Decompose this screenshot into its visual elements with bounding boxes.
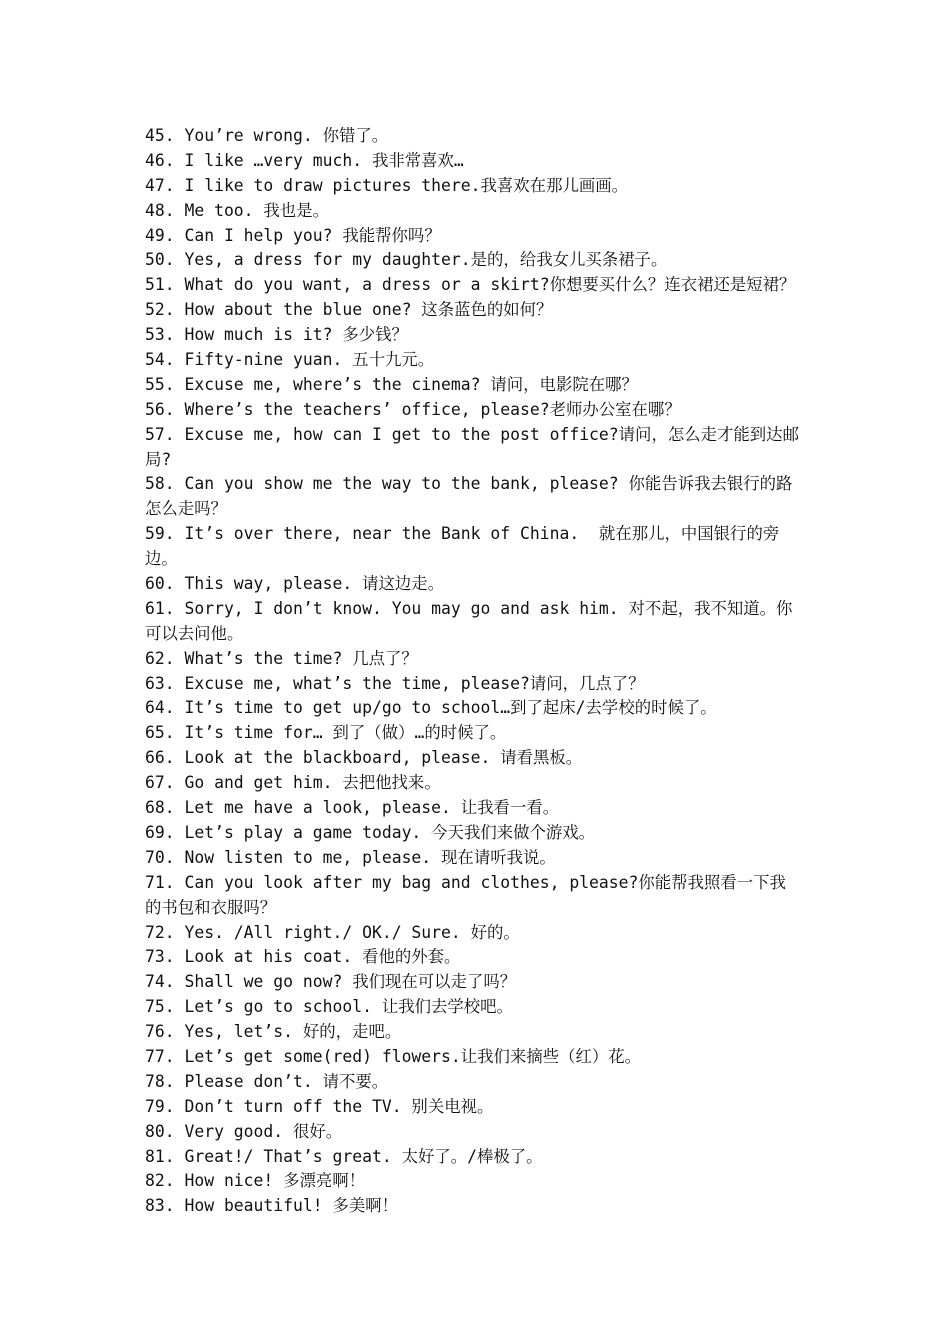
text-line: 63. Excuse me, what’s the time, please?请问，几点了？ bbox=[145, 673, 645, 693]
text-line: 边。 bbox=[145, 549, 178, 569]
text-line: 54. Fifty-nine yuan. 五十九元。 bbox=[145, 350, 435, 370]
text-line: 65. It’s time for… 到了（做）…的时候了。 bbox=[145, 723, 507, 743]
text-line: 72. Yes. /All right./ OK./ Sure. 好的。 bbox=[145, 922, 520, 942]
text-line: 75. Let’s go to school. 让我们去学校吧。 bbox=[145, 997, 513, 1017]
text-line: 可以去问他。 bbox=[145, 623, 244, 643]
phrase-list bbox=[145, 124, 820, 1219]
text-line: 60. This way, please. 请这边走。 bbox=[145, 574, 445, 594]
text-line: 50. Yes, a dress for my daughter.是的，给我女儿买条裙子。 bbox=[145, 250, 668, 270]
text-line: 51. What do you want, a dress or a skirt?你想要买什么？连衣裙还是短裙？ bbox=[145, 275, 796, 295]
text-line: 45. You’re wrong. 你错了。 bbox=[145, 126, 389, 145]
text-line: 的书包和衣服吗？ bbox=[145, 897, 277, 917]
text-line: 55. Excuse me, where’s the cinema? 请问，电影院在哪？ bbox=[145, 374, 638, 394]
text-line: 83. How beautiful! 多美啊！ bbox=[145, 1196, 399, 1216]
text-line: 59. It’s over there, near the Bank of China. 就在那儿，中国银行的旁 bbox=[145, 524, 780, 544]
text-line: 74. Shall we go now? 我们现在可以走了吗？ bbox=[145, 972, 517, 992]
text-line: 47. I like to draw pictures there.我喜欢在那儿画画。 bbox=[145, 175, 629, 195]
text-line: 82. How nice! 多漂亮啊！ bbox=[145, 1171, 366, 1191]
text-line: 61. Sorry, I don’t know. You may go and ask him. 对不起，我不知道。你 bbox=[145, 598, 793, 618]
text-line: 77. Let’s get some(red) flowers.让我们来摘些（红）花。 bbox=[145, 1046, 642, 1066]
text-line: 71. Can you look after my bag and clothes, please?你能帮我照看一下我 bbox=[145, 872, 786, 892]
text-line: 78. Please don’t. 请不要。 bbox=[145, 1071, 389, 1091]
text-line: 69. Let’s play a game today. 今天我们来做个游戏。 bbox=[145, 822, 596, 842]
text-line: 67. Go and get him. 去把他找来。 bbox=[145, 773, 441, 793]
text-line: 56. Where’s the teachers’ office, please?老师办公室在哪？ bbox=[145, 399, 681, 419]
text-line: 66. Look at the blackboard, please. 请看黑板。 bbox=[145, 748, 583, 768]
text-line: 49. Can I help you? 我能帮你吗？ bbox=[145, 225, 441, 245]
text-line: 局? bbox=[145, 449, 172, 469]
text-line: 81. Great!/ That’s great. 太好了。/棒极了。 bbox=[145, 1146, 543, 1166]
text-line: 48. Me too. 我也是。 bbox=[145, 200, 329, 220]
text-line: 62. What’s the time? 几点了？ bbox=[145, 648, 418, 668]
text-line: 70. Now listen to me, please. 现在请听我说。 bbox=[145, 847, 556, 867]
text-line: 52. How about the blue one? 这条蓝色的如何？ bbox=[145, 300, 553, 320]
text-line: 73. Look at his coat. 看他的外套。 bbox=[145, 947, 461, 967]
text-line: 57. Excuse me, how can I get to the post office?请问，怎么走才能到达邮 bbox=[145, 424, 799, 444]
text-line: 58. Can you show me the way to the bank, please? 你能告诉我去银行的路 bbox=[145, 474, 793, 494]
text-line: 68. Let me have a look, please. 让我看一看。 bbox=[145, 798, 560, 818]
text-line: 怎么走吗？ bbox=[145, 499, 227, 519]
text-line: 79. Don’t turn off the TV. 别关电视。 bbox=[145, 1096, 494, 1116]
text-line: 53. How much is it? 多少钱？ bbox=[145, 325, 408, 345]
text-line: 80. Very good. 很好。 bbox=[145, 1121, 343, 1141]
text-line: 76. Yes, let’s. 好的，走吧。 bbox=[145, 1022, 402, 1042]
text-line: 64. It’s time to get up/go to school…到了起床/去学校的时候了。 bbox=[145, 698, 717, 718]
text-line: 46. I like …very much. 我非常喜欢… bbox=[145, 150, 464, 170]
